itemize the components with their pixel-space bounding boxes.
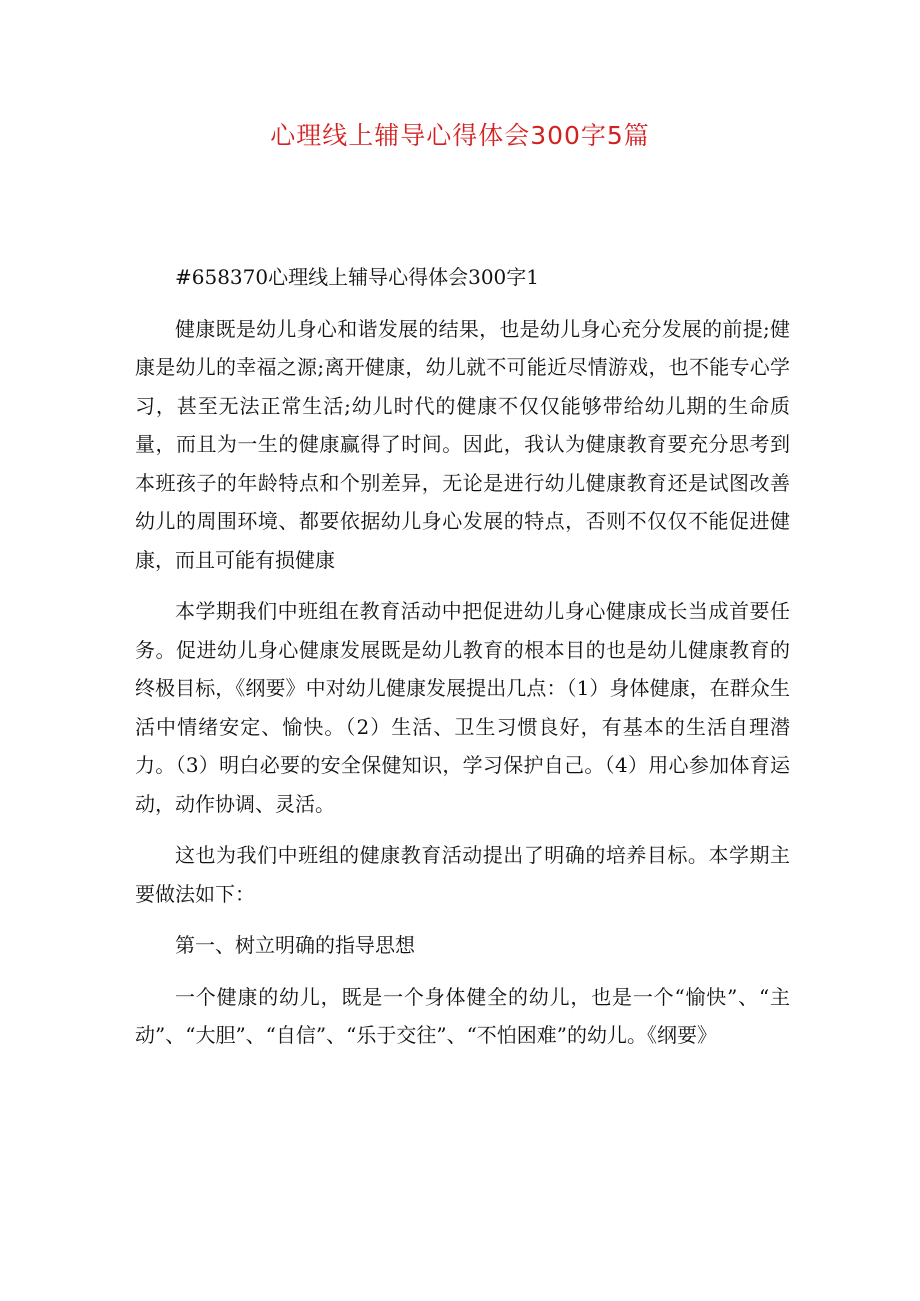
paragraph-4-subheading: 第一、树立明确的指导思想 [175, 933, 415, 957]
section-heading: #658370心理线上辅导心得体会300字1 [175, 265, 540, 289]
paragraph-1: 健康既是幼儿身心和谐发展的结果，也是幼儿身心充分发展的前提;健康是幼儿的幸福之源;离开健康，幼儿就不可能近尽情游戏，也不能专心学习，甚至无法正常生活;幼儿时代的健康不仅仅能够带给幼儿期的生命质量，而且为一生的健康赢得了时间。因此，我认为健康教育要充分思考到本班孩子的年龄特点和个别差异，无论是进行幼儿健康教育还是试图改善幼儿的周围环境、都要依据幼儿身心发展的特点，否则不仅仅不能促进健康，而且可能有损健康 [135, 316, 790, 572]
document-title: 心理线上辅导心得体会300字5篇 [270, 121, 650, 150]
paragraph-5: 一个健康的幼儿，既是一个身体健全的幼儿，也是一个“愉快”、“主动”、“大胆”、“自信”、“乐于交往”、“不怕困难”的幼儿。《纲要》 [135, 984, 790, 1047]
document-body [135, 258, 790, 1055]
paragraph-2: 本学期我们中班组在教育活动中把促进幼儿身心健康成长当成首要任务。促进幼儿身心健康发展既是幼儿教育的根本目的也是幼儿健康教育的终极目标，《纲要》中对幼儿健康发展提出几点：（1）身体健康，在群众生活中情绪安定、愉快。（2）生活、卫生习惯良好，有基本的生活自理潜力。（3）明白必要的安全保健知识，学习保护自己。（4）用心参加体育运动，动作协调、灵活。 [135, 599, 790, 816]
paragraph-3: 这也为我们中班组的健康教育活动提出了明确的培养目标。本学期主要做法如下： [135, 843, 790, 906]
